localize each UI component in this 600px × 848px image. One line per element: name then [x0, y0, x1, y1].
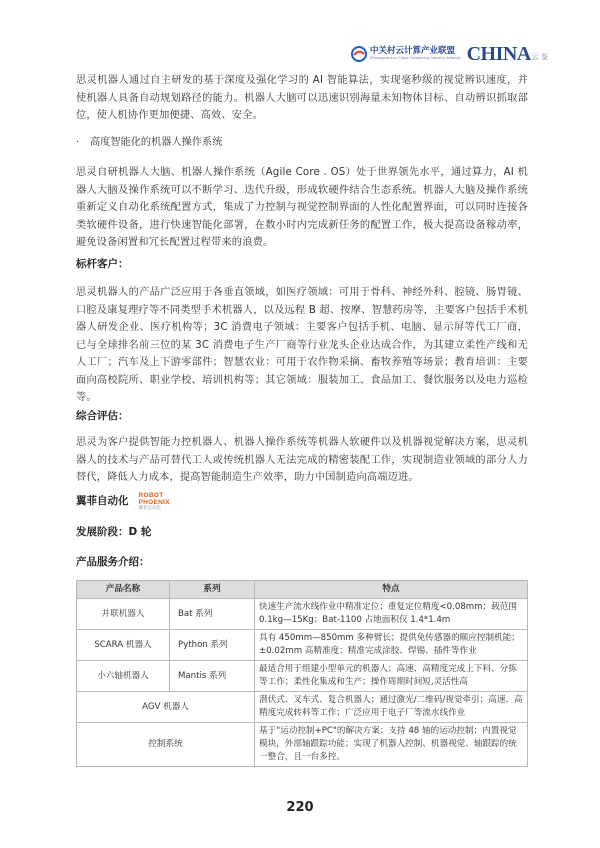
paragraph-evaluation-block — [76, 434, 528, 487]
cell-product-name: 并联机器人 — [77, 599, 170, 630]
table-header-row — [77, 581, 528, 599]
page-number: 220 — [286, 800, 314, 815]
zgc-logo-en: Zhongguancun Cloud Computing Industry Alliance — [370, 55, 461, 60]
paragraph-robot-os: 思灵自研机器人大脑、机器人操作系统（Agile Core . OS）处于世界领先水平，通过算力，AI 机器人大脑及操作系统可以不断学习、迭代升级，形成软硬件结合生态系统。机器人大脑及操作系统重新定义自动化系统配置方式，集成了力控制与视觉控制界面的人性化配置界面，可以同时连接各类软硬件设备，进行快速智能化部署，在数小时内完成新任务的配置工作，极大提高设备稼动率，避免设备闲置和冗长配置过程带来的浪费。 — [76, 167, 528, 248]
table-row — [77, 599, 528, 630]
cell-series: Python 系列 — [170, 630, 255, 661]
zgc-alliance-logo — [351, 46, 461, 62]
paragraph-vision-algorithm: 思灵机器人通过自主研发的基于深度及强化学习的 AI 智能算法，实现毫秒级的视觉辨识速度，并使机器人具备自动规划路径的能力。机器人大脑可以迅速识别海量未知物体目标、自动辨识抓取部位，使人机协作更加便捷、高效、安全。 — [76, 75, 528, 121]
cell-features: 最适合用于组建小型单元的机器人；高速、高精度完成上下料、分拣等工作；柔性化集成和生产；操作周期时间短,灵活性高 — [255, 661, 528, 692]
cell-product-name: 小六轴机器人 — [77, 661, 170, 692]
header-series: 系列 — [170, 581, 255, 599]
cell-series: Bat 系列 — [170, 599, 255, 630]
bullet-dot: · — [76, 137, 80, 148]
china-logo-main: CHINA — [466, 43, 531, 65]
development-stage-row — [76, 524, 528, 542]
china-yunjian-logo — [467, 44, 548, 64]
header-product-name: 产品名称 — [77, 581, 170, 599]
subheading-os: 高度智能化的机器人操作系统 — [90, 137, 223, 148]
heading-evaluation: 综合评估： — [76, 410, 129, 422]
cell-product-name: SCARA 机器人 — [77, 630, 170, 661]
stage-value: D 轮 — [128, 526, 152, 538]
paragraph-intro-block — [76, 72, 528, 125]
heading-benchmark-customers: 标杆客户： — [76, 258, 129, 270]
cell-features: 基于"运动控制+PC"的解决方案；支持 48 轴的运动控制；内置视觉模块，外部轴跟踪功能；实现了机器人控制、机器视觉、轴跟踪的统一整合，且一台多控。 — [255, 723, 528, 767]
table-row — [77, 692, 528, 723]
table-row — [77, 630, 528, 661]
zgc-logo-cn: 中关村云计算产业联盟 — [370, 46, 456, 57]
cell-features: 潜伏式、叉车式、复合机器人；通过激光/二维码/视觉牵引；高速、高精度完成转料等工作；广泛应用于电子厂等流水线作业 — [255, 692, 528, 723]
robot-phoenix-logo-text: ROBOT PHOENIX — [138, 492, 170, 506]
company-name: 翼菲自动化 — [76, 495, 129, 507]
header-features: 特点 — [255, 581, 528, 599]
paragraph-customers-block — [76, 284, 528, 407]
table-row — [77, 661, 528, 692]
header-logos — [351, 40, 548, 68]
robot-phoenix-logo-cn: 翼菲自动化 — [138, 506, 161, 511]
cell-product-name: 控制系统 — [77, 723, 255, 767]
cell-product-name: AGV 机器人 — [77, 692, 255, 723]
bullet-subheading — [76, 134, 528, 152]
heading-products: 产品服务介绍： — [76, 556, 150, 568]
paragraph-evaluation: 思灵为客户提供智能力控机器人、机器人操作系统等机器人软硬件以及机器视觉解决方案，思灵机器人的技术与产品可替代工人或传统机器人无法完成的精密装配工作，实现制造业领域的部分人力替代，降低人力成本，提高智能制造生产效率，助力中国制造向高端迈进。 — [76, 437, 528, 483]
cell-features: 快速生产流水线作业中精准定位；重复定位精度<0.08mm；载范围 0.1kg—15Kg；Bat-1100 占地面积仅 1.4*1.4m — [255, 599, 528, 630]
cloud-swirl-icon — [351, 46, 367, 62]
table-row — [77, 723, 528, 767]
paragraph-customers: 思灵机器人的产品广泛应用于各垂直领域，如医疗领域：可用于骨科、神经外科、腔镜、肠胃镜、口腔及康复理疗等不同类型手术机器人，以及远程 B 超、按摩、智慧药房等，主要客户包括手术机器人研发企业、医疗机构等；3C 消费电子领域：主要客户包括手机、电脑、显示屏等代工厂商，已与全球排名前三位的某 3C 消费电子生产厂商等行业龙头企业达成合作，为其建立柔性产线和无人工厂；汽车及上下游零部件；智慧农业：可用于农作物采摘、畜牧养殖等场景；教育培训：主要面向高校院所、职业学校、培训机构等；其它领域：服装加工、食品加工、餐饮服务以及电力巡检等。 — [76, 287, 528, 403]
paragraph-os-block — [76, 164, 528, 252]
stage-label: 发展阶段： — [76, 526, 129, 538]
china-logo-sub: 云 鉴 — [531, 53, 548, 61]
cell-features: 具有 450mm—850mm 多种臂长；提供免传感器的顺应控制机能；±0.02mm 高精准度；精准完成涂胶、焊锡、插件等作业 — [255, 630, 528, 661]
company-row — [76, 492, 528, 512]
cell-series: Mantis 系列 — [170, 661, 255, 692]
product-table — [76, 580, 528, 767]
robot-phoenix-logo — [139, 492, 179, 512]
